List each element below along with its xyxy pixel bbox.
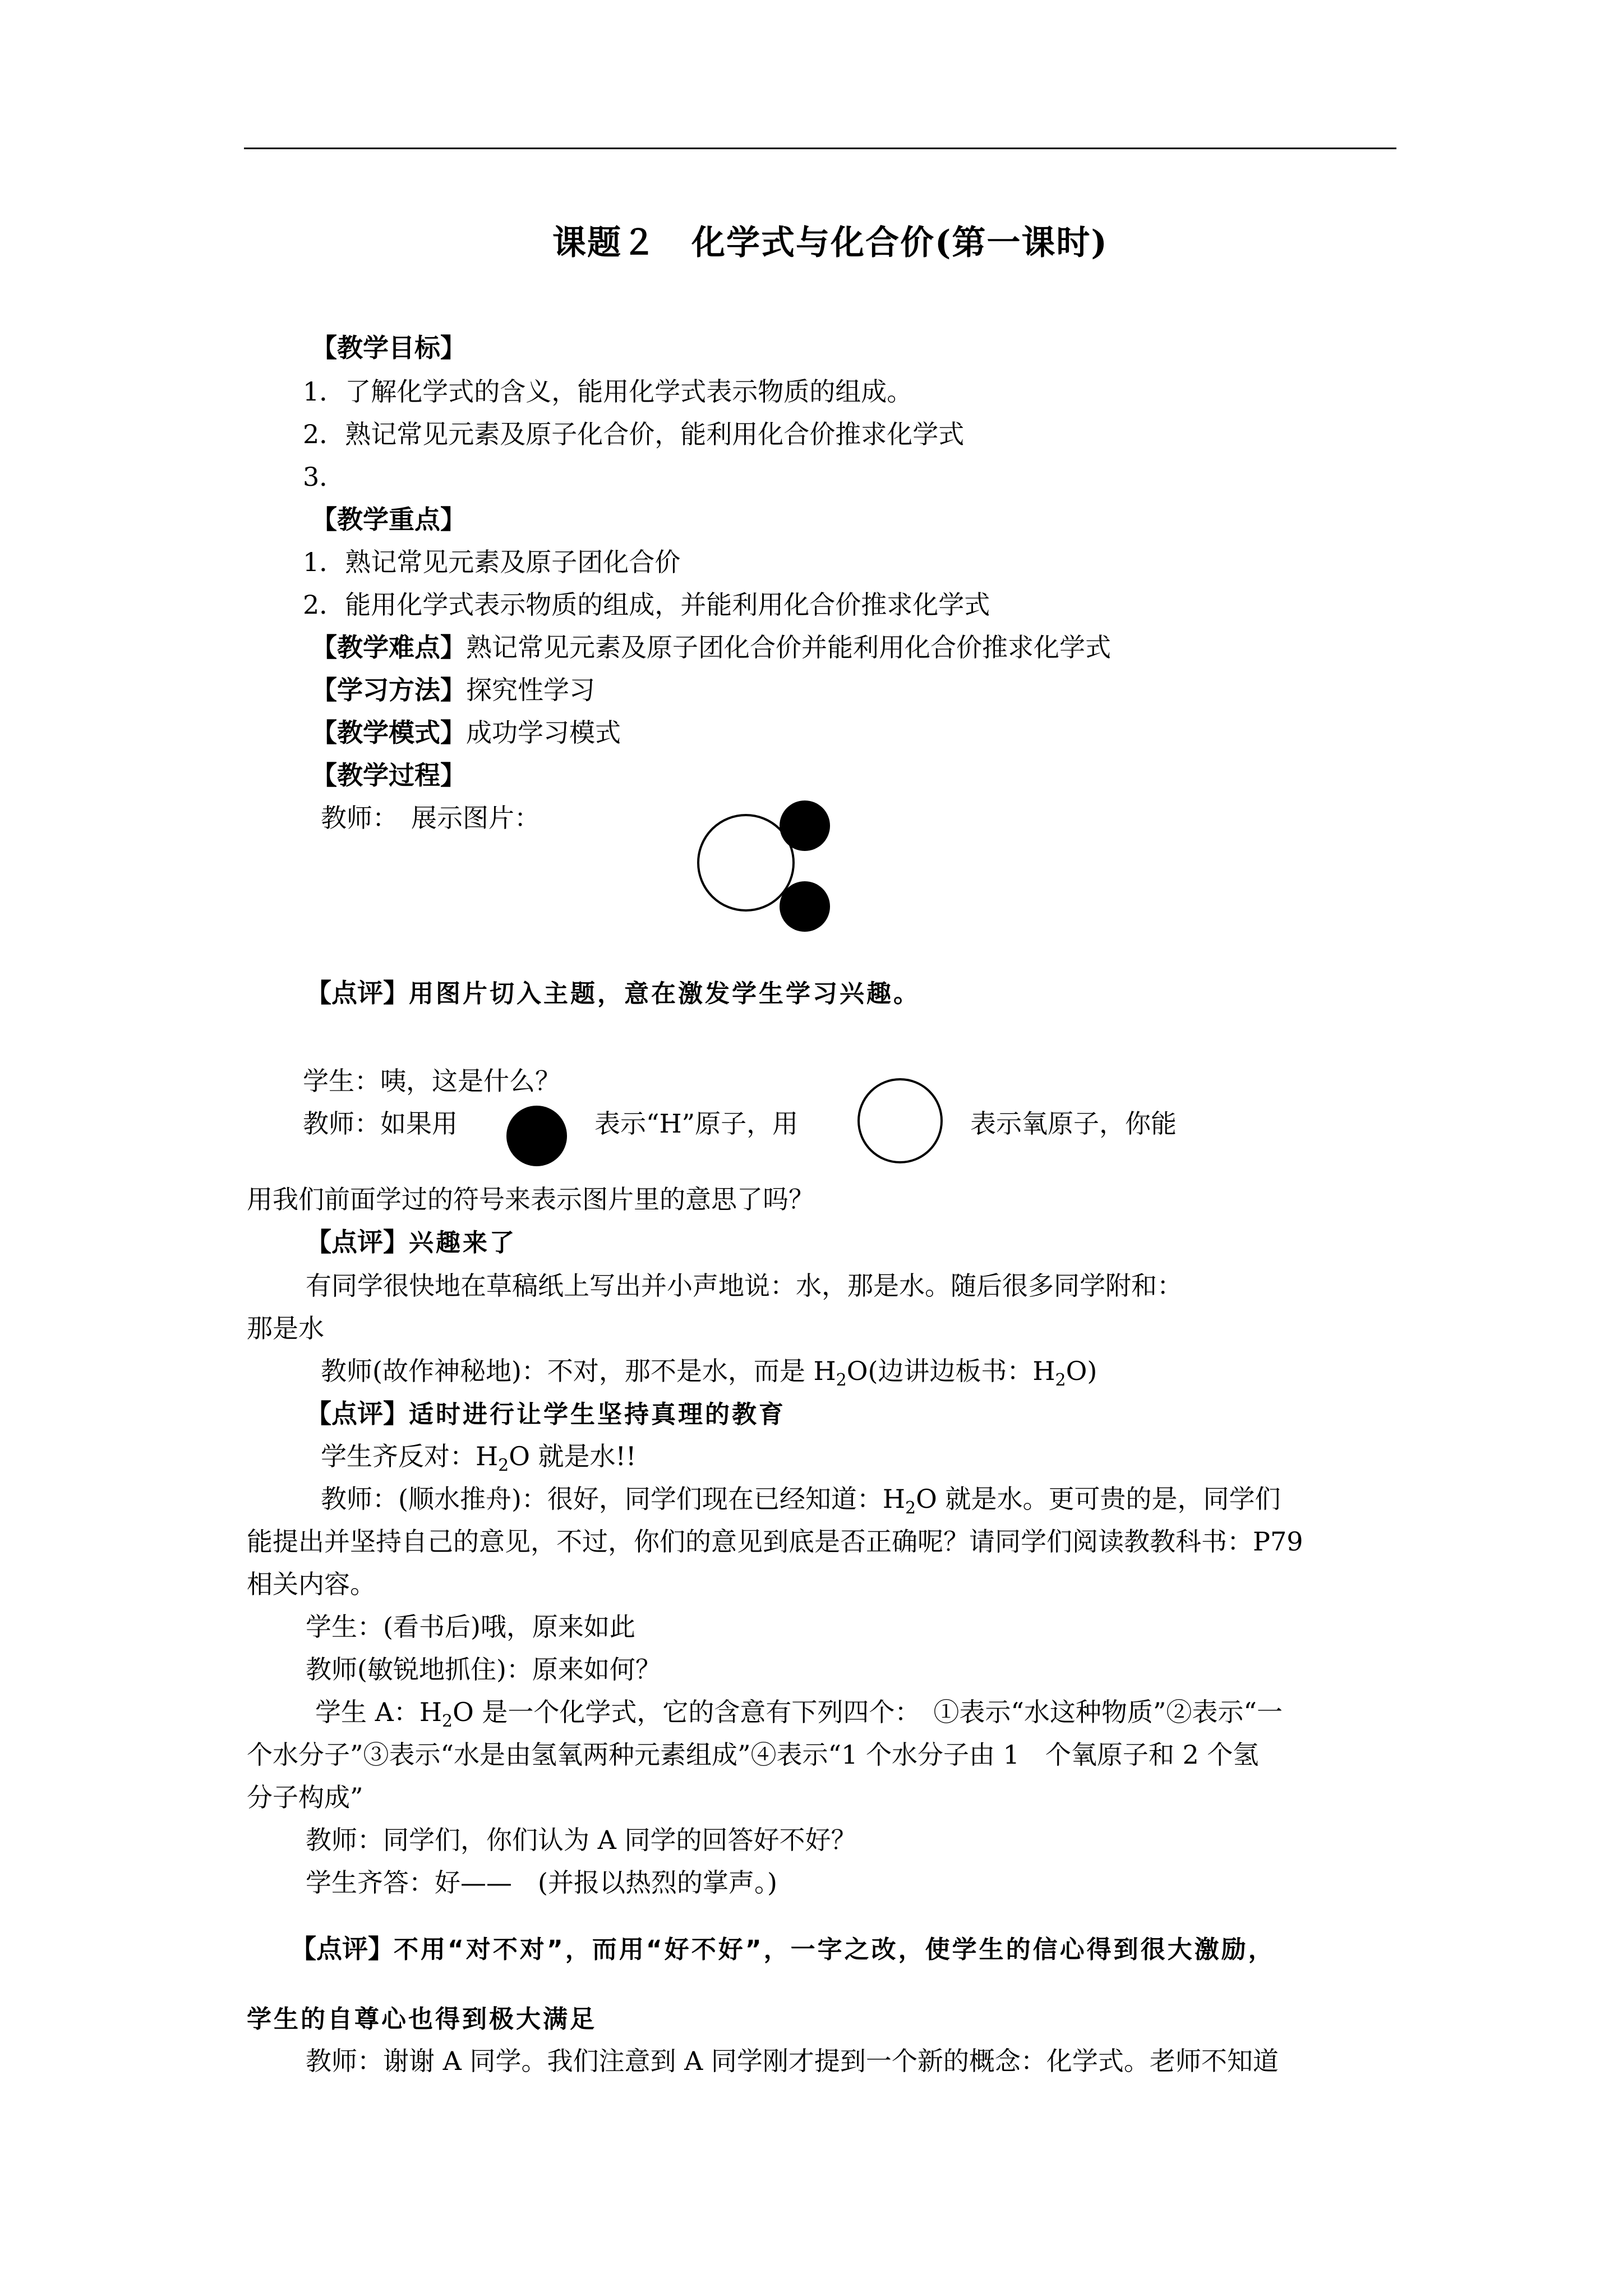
- mode-label: 【教学模式】: [311, 717, 466, 748]
- teacher-follow-1: 教师：(顺水推舟)：很好，同学们现在已经知道：$H_2O$ 就是水。更可贵的是，同学们: [321, 1484, 1281, 1519]
- teacher-follow-3: 相关内容。: [247, 1569, 376, 1599]
- student-a-2: 个水分子”③表示“水是由氢氧两种元素组成”④表示“1 个水分子由 1 个氧原子和 2 个氢: [247, 1740, 1259, 1770]
- water-molecule-diagram: [690, 797, 841, 942]
- oxygen-atom-icon: [855, 1076, 945, 1166]
- header-rule: [244, 148, 1396, 149]
- teacher-if-c: 表示氧原子，你能: [970, 1108, 1177, 1139]
- teacher-catch: 教师(敏锐地抓住)：原来如何？: [306, 1654, 661, 1685]
- classmate-line-1: 有同学很快地在草稿纸上写出并小声地说：水，那是水。随后很多同学附和：: [306, 1271, 1183, 1301]
- classmate-line-2: 那是水: [247, 1313, 324, 1343]
- objective-2: 2．熟记常见元素及原子化合价，能利用化合价推求化学式: [303, 419, 965, 449]
- method-label: 【学习方法】: [311, 675, 466, 705]
- teacher-mystery: 教师(故作神秘地)：不对，那不是水，而是 $H_2O$(边讲边板书：$H_2O$): [321, 1356, 1098, 1391]
- page-title: 课题２ 化学式与化合价(第一课时): [552, 223, 1108, 263]
- difficulty-text: 熟记常见元素及原子团化合价并能利用化合价推求化学式: [466, 632, 1111, 662]
- process-heading: 【教学过程】: [311, 760, 466, 790]
- students-object: 学生齐反对：$H_2O$ 就是水!!: [321, 1441, 637, 1476]
- oxygen-atom: [698, 815, 794, 910]
- comment-label: 【点评】: [306, 978, 409, 1008]
- comment-3: 【点评】适时进行让学生坚持真理的教育: [306, 1398, 786, 1429]
- hydrogen-atom-top: [780, 800, 830, 851]
- teacher-thanks: 教师：谢谢 A 同学。我们注意到 A 同学刚才提到一个新的概念：化学式。老师不知道: [306, 2046, 1279, 2076]
- objective-3: 3．: [303, 462, 345, 492]
- teacher-show-line: 教师： 展示图片：: [321, 803, 540, 833]
- comment-4-cont: 学生的自尊心也得到极大满足: [247, 2005, 597, 2033]
- mode-line: [311, 716, 621, 749]
- hydrogen-atom-bottom: [780, 881, 830, 932]
- student-read: 学生：(看书后)哦，原来如此: [306, 1612, 635, 1642]
- mode-text: 成功学习模式: [466, 717, 621, 748]
- hydrogen-atom-icon: [505, 1104, 569, 1168]
- student-a-3: 分子构成”: [247, 1782, 363, 1812]
- objective-1: 1．了解化学式的含义，能用化学式表示物质的组成。: [303, 376, 913, 407]
- method-text: 探究性学习: [466, 675, 595, 705]
- student-question: 学生：咦，这是什么？: [303, 1066, 561, 1096]
- comment-1-text: 用图片切入主题，意在激发学生学习兴趣。: [409, 979, 920, 1008]
- method-line: [311, 673, 595, 707]
- key-point-2: 2．能用化学式表示物质的组成，并能利用化合价推求化学式: [303, 590, 990, 620]
- key-point-1: 1．熟记常见元素及原子团化合价: [303, 547, 681, 577]
- difficulty-label: 【教学难点】: [311, 632, 466, 662]
- teacher-ask: 教师：同学们，你们认为 A 同学的回答好不好？: [306, 1825, 857, 1855]
- teacher-follow-2: 能提出并坚持自己的意见，不过，你们的意见到底是否正确呢？请同学们阅读教教科书：P79: [247, 1526, 1303, 1557]
- comment-1: [306, 976, 920, 1011]
- teacher-if-line: [303, 1107, 458, 1140]
- teacher-if-cont: 用我们前面学过的符号来表示图片里的意思了吗？: [247, 1184, 814, 1214]
- difficulty-line: [311, 631, 1111, 664]
- key-points-heading: 【教学重点】: [311, 504, 466, 535]
- teacher-if-b: 表示“H”原子，用: [594, 1108, 799, 1139]
- comment-4: 【点评】不用“对不对”，而用“好不好”，一字之改，使学生的信心得到很大激励，: [291, 1934, 1275, 1964]
- students-answer: 学生齐答：好—— (并报以热烈的掌声。): [306, 1867, 777, 1898]
- objectives-heading: 【教学目标】: [311, 333, 466, 363]
- comment-2: 【点评】兴趣来了: [306, 1227, 517, 1257]
- teacher-if-a: 教师：如果用: [303, 1108, 458, 1139]
- student-a-1: 学生 A：$H_2O$ 是一个化学式，它的含意有下列四个： ①表示“水这种物质”②表示“一: [315, 1697, 1283, 1732]
